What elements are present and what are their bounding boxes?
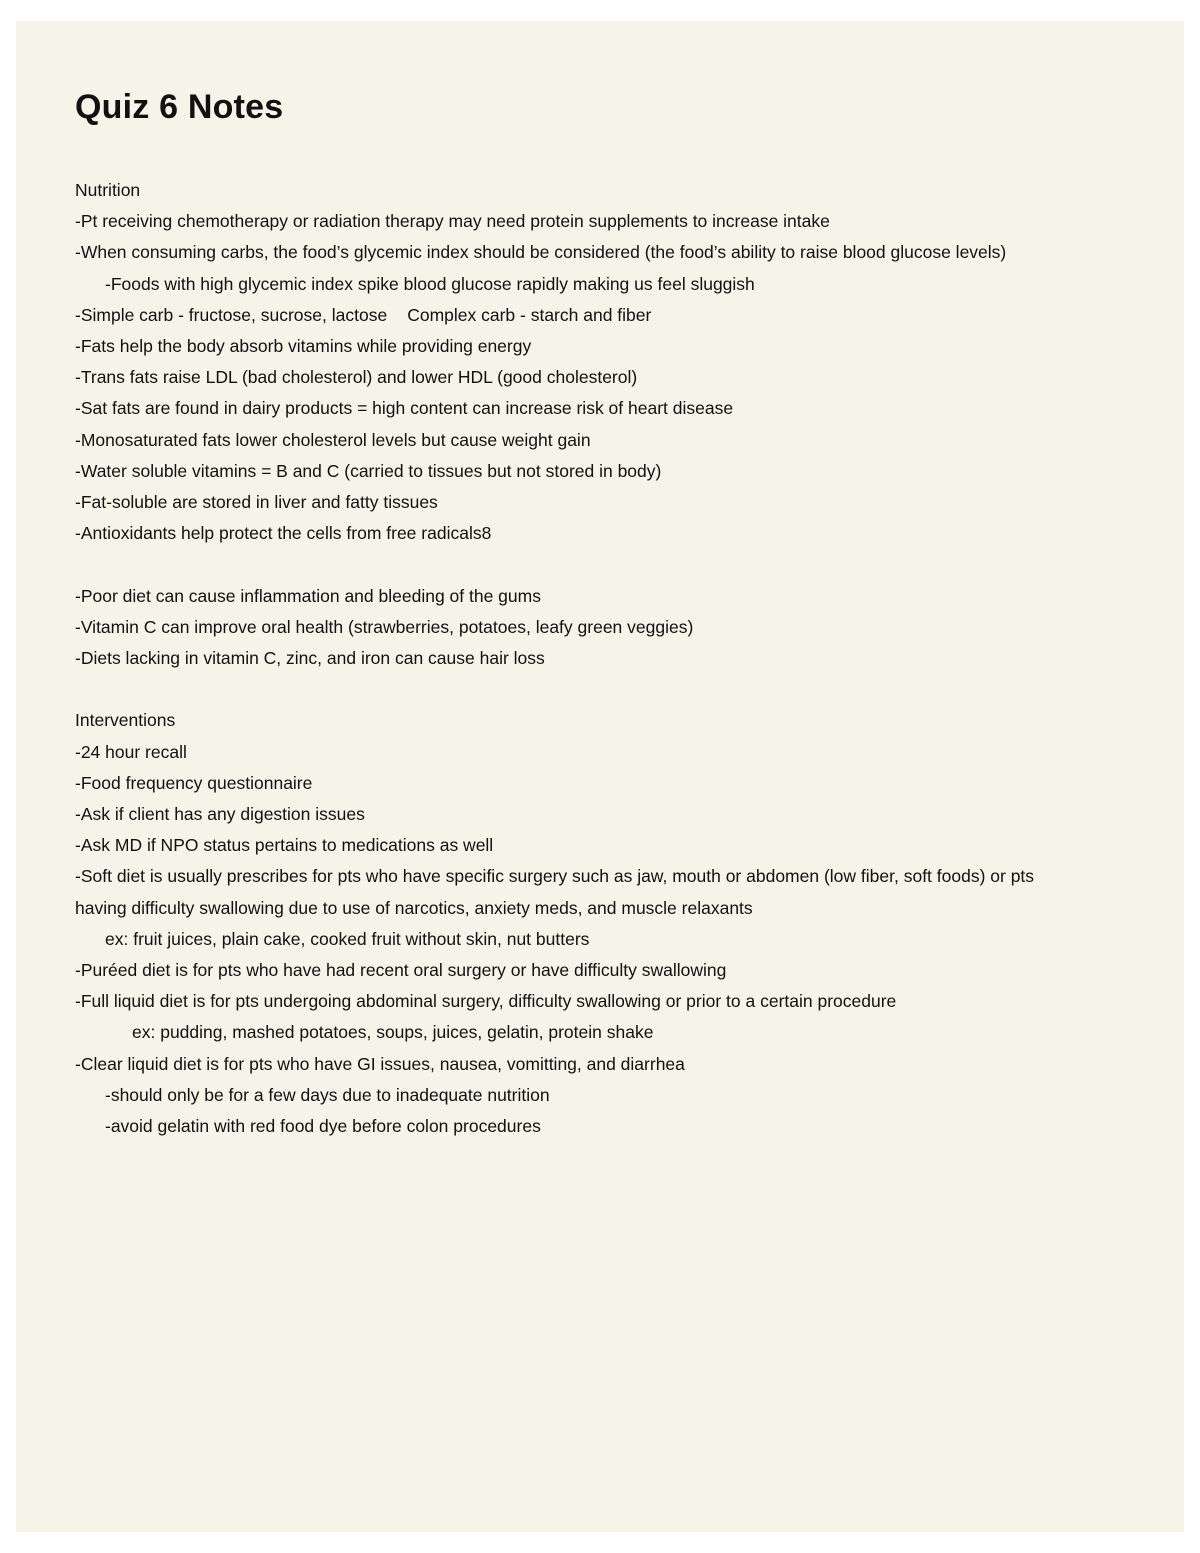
note-line: -Diets lacking in vitamin C, zinc, and iron can cause hair loss	[75, 648, 545, 669]
note-line: -Monosaturated fats lower cholesterol levels but cause weight gain	[75, 429, 591, 450]
note-line-carbs	[75, 300, 1135, 331]
document-title: Quiz 6 Notes	[75, 88, 284, 126]
note-line: -Ask MD if NPO status pertains to medications as well	[75, 835, 494, 856]
section-heading-interventions: Interventions	[75, 710, 176, 731]
note-subline: -avoid gelatin with red food dye before colon procedures	[105, 1116, 541, 1137]
note-line: -Antioxidants help protect the cells from free radicals8	[75, 523, 492, 544]
note-line-continued: having difficulty swallowing due to use of narcotics, anxiety meds, and muscle relaxants	[75, 897, 753, 918]
note-line: -Trans fats raise LDL (bad cholesterol) and lower HDL (good cholesterol)	[75, 367, 638, 388]
blank-line	[75, 549, 1135, 580]
document-page	[16, 21, 1184, 1532]
simple-carb-text: -Simple carb - fructose, sucrose, lactose	[75, 304, 388, 325]
interventions-section	[75, 705, 1135, 1142]
note-subline: ex: fruit juices, plain cake, cooked fruit without skin, nut butters	[105, 928, 590, 949]
note-subline: -Foods with high glycemic index spike blood glucose rapidly making us feel sluggish	[105, 273, 755, 294]
note-subline: ex: pudding, mashed potatoes, soups, juices, gelatin, protein shake	[132, 1022, 654, 1043]
note-line: -Poor diet can cause inflammation and bleeding of the gums	[75, 585, 541, 606]
note-line: -24 hour recall	[75, 741, 187, 762]
note-line: -Puréed diet is for pts who have had recent oral surgery or have difficulty swallowing	[75, 960, 727, 981]
section-heading-nutrition: Nutrition	[75, 180, 141, 200]
document-body	[75, 85, 1135, 1142]
note-line: -Pt receiving chemotherapy or radiation therapy may need protein supplements to increase intake	[75, 211, 830, 232]
note-line: -Water soluble vitamins = B and C (carried to tissues but not stored in body)	[75, 460, 662, 481]
note-line: -Fats help the body absorb vitamins while providing energy	[75, 336, 532, 357]
blank-line	[75, 674, 1135, 705]
note-line: -Soft diet is usually prescribes for pts who have specific surgery such as jaw, mouth or abdomen (low fiber, soft foods) or pts	[75, 866, 1035, 887]
note-line: -Sat fats are found in dairy products = high content can increase risk of heart disease	[75, 398, 734, 419]
nutrition-section	[75, 175, 1135, 674]
complex-carb-text: Complex carb - starch and fiber	[407, 304, 652, 325]
note-line: -Clear liquid diet is for pts who have GI issues, nausea, vomitting, and diarrhea	[75, 1053, 685, 1074]
note-line: -Fat-soluble are stored in liver and fatty tissues	[75, 492, 438, 513]
note-line: -Ask if client has any digestion issues	[75, 804, 365, 825]
note-line: -When consuming carbs, the food’s glycemic index should be considered (the food’s ability to raise blood glucose levels)	[75, 242, 1007, 263]
note-subline: -should only be for a few days due to inadequate nutrition	[105, 1084, 550, 1105]
note-line: -Vitamin C can improve oral health (strawberries, potatoes, leafy green veggies)	[75, 616, 694, 637]
note-line: -Full liquid diet is for pts undergoing abdominal surgery, difficulty swallowing or prior to a certain procedure	[75, 991, 897, 1012]
note-line: -Food frequency questionnaire	[75, 772, 313, 793]
